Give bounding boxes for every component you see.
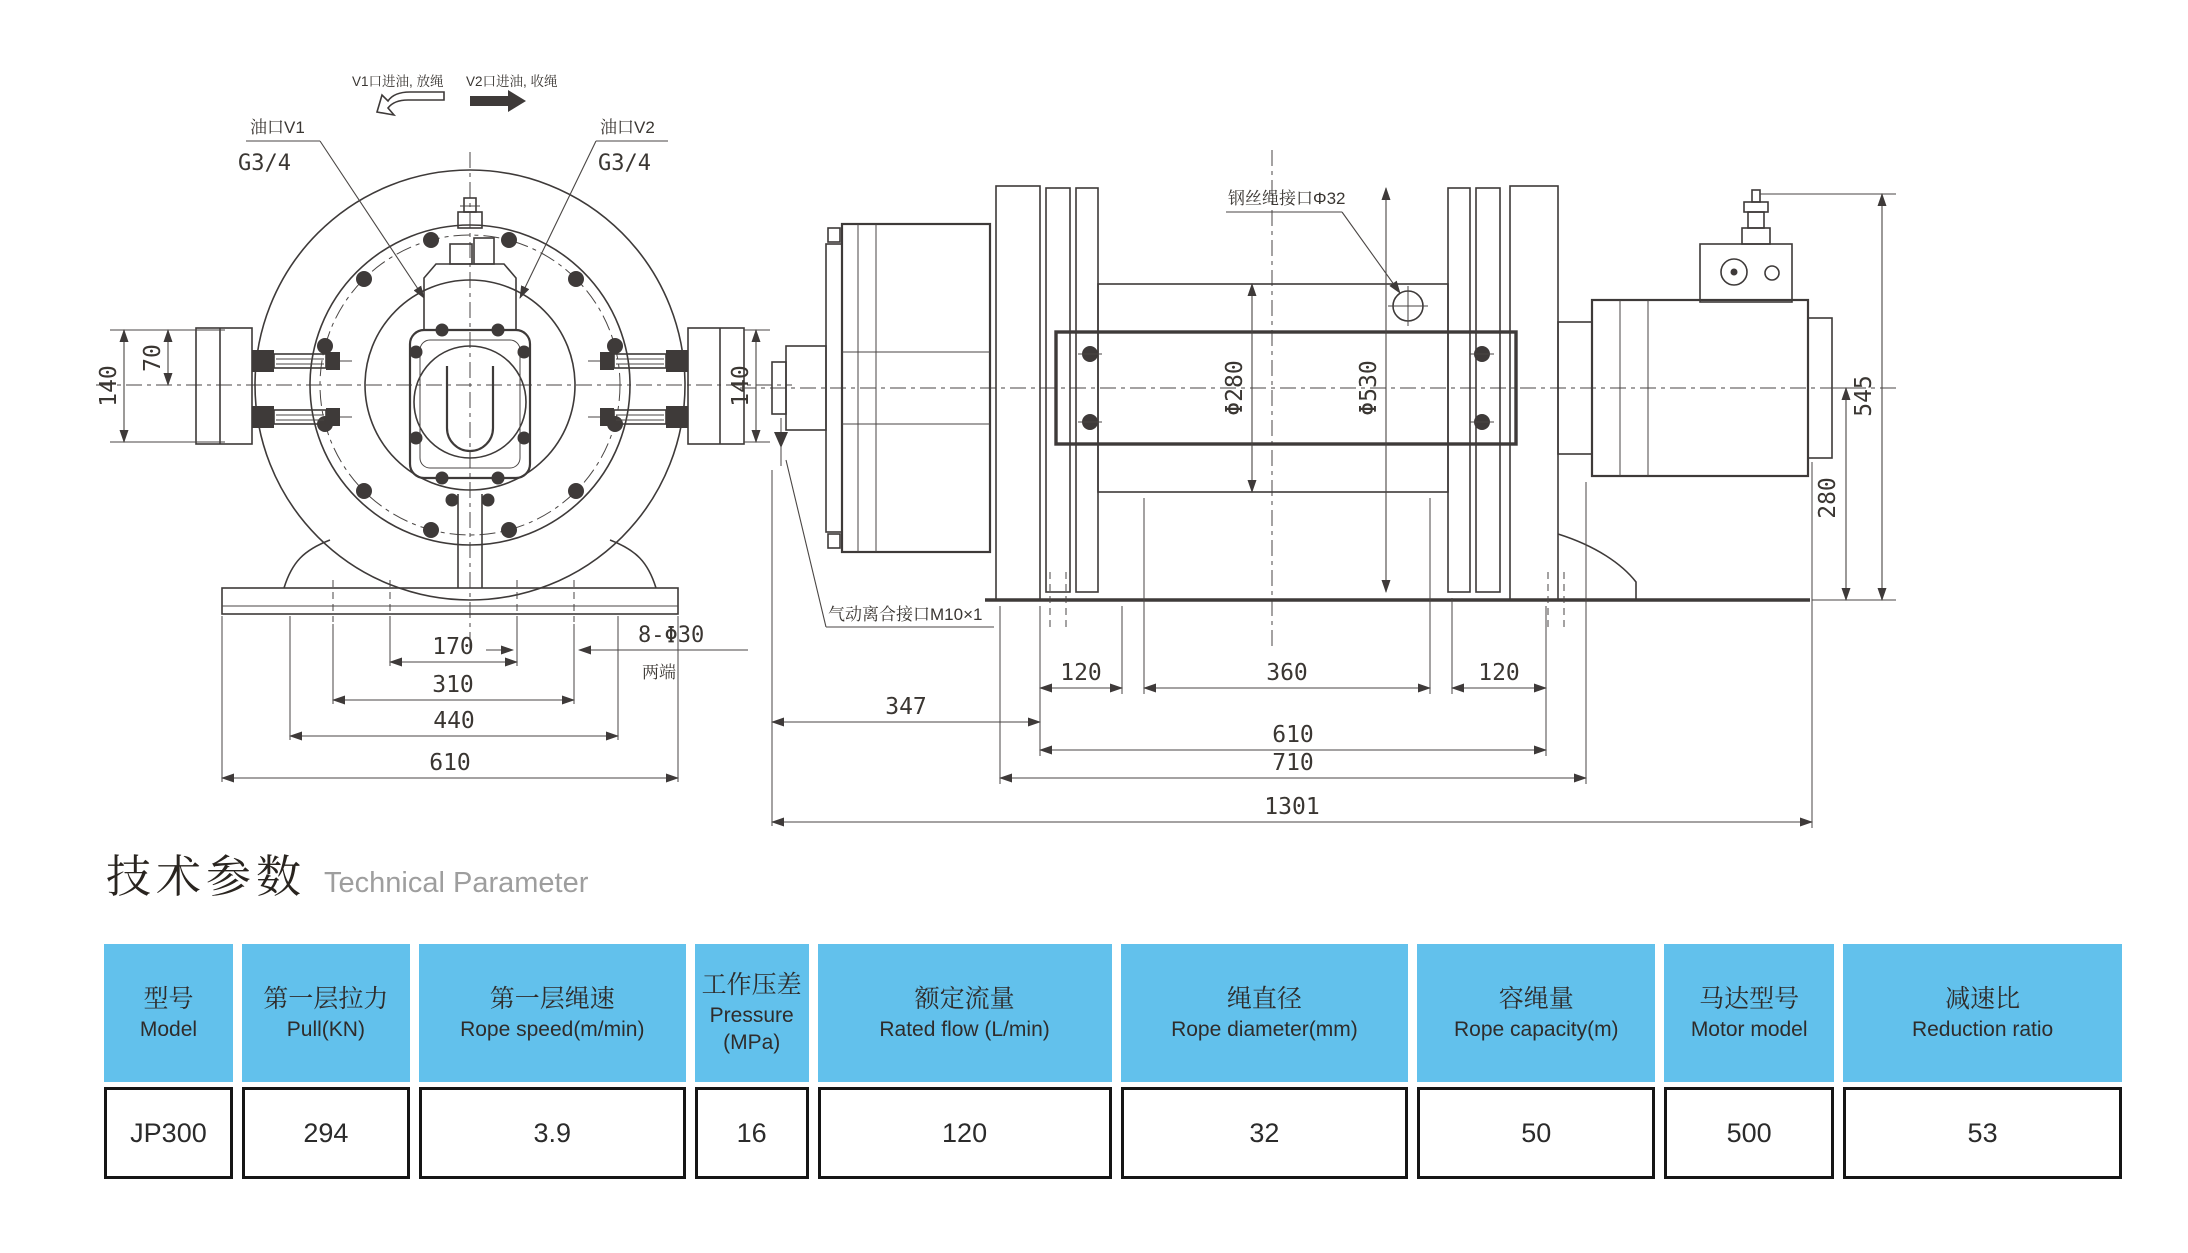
dim-170: 170: [432, 634, 474, 660]
table-header-motor-model: 马达型号 Motor model: [1664, 944, 1834, 1082]
table-cell-rope-diameter: 32: [1121, 1087, 1409, 1179]
table-header-rated-flow: 额定流量 Rated flow (L/min): [818, 944, 1112, 1082]
side-view: [740, 150, 1900, 828]
technical-parameter-table: [104, 944, 2122, 1179]
v1-flow-label: V1口进油, 放绳: [352, 74, 444, 89]
section-title-zh: 技术参数: [106, 851, 307, 902]
dim-280: 280: [1815, 477, 1841, 519]
dim-610-front: 610: [429, 750, 471, 776]
holes-note: 8-Φ30: [638, 623, 705, 648]
table-cell-model: JP300: [104, 1087, 233, 1179]
table-header-reduction-ratio: 减速比 Reduction ratio: [1843, 944, 2122, 1082]
left-support: [996, 186, 1040, 600]
dim-360: 360: [1266, 660, 1308, 686]
oil-port-v2-thread: G3/4: [598, 151, 651, 176]
table-cell-pressure: 16: [695, 1087, 809, 1179]
clutch-port-label: 气动离合接口M10×1: [828, 605, 983, 624]
table-header-rope-capacity: 容绳量 Rope capacity(m): [1417, 944, 1655, 1082]
dim-1301: 1301: [1264, 794, 1320, 820]
table-header-rope-speed: 第一层绳速 Rope speed(m/min): [419, 944, 686, 1082]
dim-120-right: 120: [1478, 660, 1520, 686]
oil-port-v2-callout: [520, 118, 668, 298]
rope-port-label: 钢丝绳接口Φ32: [1228, 189, 1346, 208]
table-cell-rated-flow: 120: [818, 1087, 1112, 1179]
dim-347: 347: [885, 694, 927, 720]
section-title-en: Technical Parameter: [324, 867, 589, 899]
dim-70: 70: [140, 344, 166, 372]
motor: [1558, 190, 1832, 476]
rope-port-callout: [1226, 189, 1400, 293]
dim-phi280: Φ280: [1222, 360, 1248, 416]
clutch-shaft: [772, 346, 826, 466]
oil-port-v1-label: 油口V1: [250, 118, 305, 137]
front-view: [96, 73, 792, 782]
oil-port-v1-thread: G3/4: [238, 151, 291, 176]
oil-port-v2-label: 油口V2: [600, 118, 655, 137]
dim-440: 440: [433, 708, 475, 734]
dim-140-left: 140: [96, 365, 122, 407]
table-header-pressure: 工作压差 Pressure (MPa): [695, 944, 809, 1082]
oil-port-v1-callout: [238, 118, 424, 298]
table-cell-rope-capacity: 50: [1417, 1087, 1655, 1179]
front-dims: [96, 330, 770, 782]
table-cell-pull: 294: [242, 1087, 410, 1179]
table-header-pull: 第一层拉力 Pull(KN): [242, 944, 410, 1082]
v2-flow-label: V2口进油, 收绳: [466, 74, 558, 89]
table-cell-reduction-ratio: 53: [1843, 1087, 2122, 1179]
holes-note-2: 两端: [642, 663, 676, 682]
table-cell-motor-model: 500: [1664, 1087, 1834, 1179]
ccw-arrow-icon: [377, 92, 444, 115]
section-title: [106, 840, 588, 905]
dim-140-right: 140: [728, 365, 754, 407]
dim-310: 310: [432, 672, 474, 698]
dim-545: 545: [1851, 375, 1877, 417]
right-support: [1510, 186, 1636, 628]
dim-610-side: 610: [1272, 722, 1314, 748]
clutch-port-callout: [786, 460, 994, 627]
drum: [1046, 188, 1516, 592]
dim-710: 710: [1272, 750, 1314, 776]
table-cell-rope-speed: 3.9: [419, 1087, 686, 1179]
table-header-model: 型号 Model: [104, 944, 233, 1082]
dim-phi530: Φ530: [1356, 360, 1382, 416]
cw-arrow-icon: [470, 90, 526, 112]
base: [222, 494, 678, 622]
dim-120-left: 120: [1060, 660, 1102, 686]
table-header-rope-diameter: 绳直径 Rope diameter(mm): [1121, 944, 1409, 1082]
